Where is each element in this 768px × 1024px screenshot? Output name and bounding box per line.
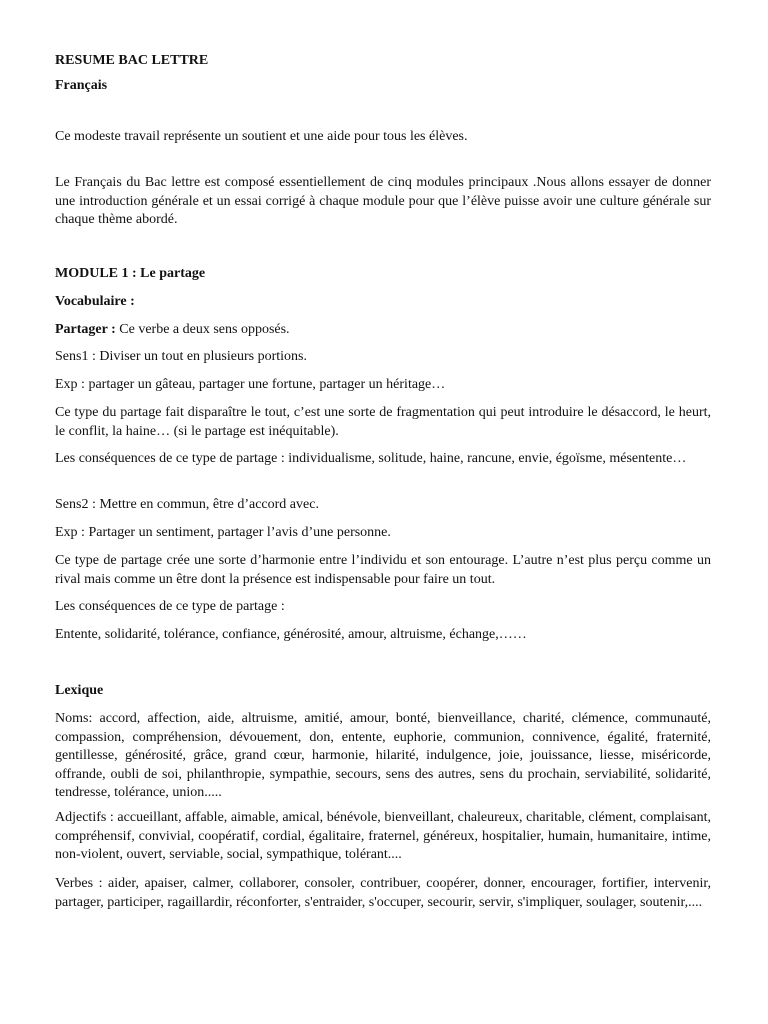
lexique-heading: Lexique xyxy=(55,683,104,698)
partager-definition-text: Ce verbe a deux sens opposés. xyxy=(115,322,290,337)
adjectifs-paragraph: Adjectifs : accueillant, affable, aimable, amical, bénévole, bienveillant, chaleureux, charitable, clément, complaisant, compréhensif, convivial, coopératif, cordial, égalitaire, fraternel, généreux, hospitalier, humain, humanitaire, intime, non-violent, ouvert, serviable, social, sympathique, tolérant.... xyxy=(55,810,711,862)
document-title: RESUME BAC LETTRE xyxy=(55,53,209,68)
type1-paragraph: Ce type du partage fait disparaître le tout, c’est une sorte de fragmentation qui peut introduire le désaccord, le heurt, le conflit, la haine… (si le partage est inéquitable). xyxy=(55,405,711,439)
partager-definition xyxy=(55,321,711,340)
example1-line: Exp : partager un gâteau, partager une fortune, partager un héritage… xyxy=(55,377,446,392)
verbes-paragraph: Verbes : aider, apaiser, calmer, collaborer, consoler, contribuer, coopérer, donner, encourager, fortifier, intervenir, partager, participer, ragaillardir, réconforter, s'entraider, s'occuper, secourir, servir, s'impliquer, soulager, soutenir,.... xyxy=(55,876,711,910)
intro-paragraph-1: Ce modeste travail représente un soutient et une aide pour tous les élèves. xyxy=(55,129,468,144)
partager-term: Partager : xyxy=(55,322,116,337)
consequences2-list: Entente, solidarité, tolérance, confiance, générosité, amour, altruisme, échange,…… xyxy=(55,627,527,642)
consequences2-label: Les conséquences de ce type de partage : xyxy=(55,599,285,614)
noms-paragraph: Noms: accord, affection, aide, altruisme, amitié, amour, bonté, bienveillance, charité, clémence, communauté, compassion, compréhension, dévouement, don, entente, euphorie, communion, connivence, égalité, fraternité, gentillesse, générosité, grâce, grand cœur, harmonie, hilarité, indulgence, joie, jouissance, liesse, miséricorde, offrande, oubli de soi, philanthropie, sympathie, secours, sens des autres, sens du prochain, serviabilité, solidarité, tendresse, tolérance, union..... xyxy=(55,711,711,800)
intro-paragraph-2: Le Français du Bac lettre est composé essentiellement de cinq modules principaux .Nous allons essayer de donner une introduction générale et un essai corrigé à chaque module pour que l’élève puisse avoir une culture générale sur chaque thème abordé. xyxy=(55,175,711,227)
sens2-line: Sens2 : Mettre en commun, être d’accord avec. xyxy=(55,497,319,512)
subject-heading: Français xyxy=(55,78,108,93)
sens1-line: Sens1 : Diviser un tout en plusieurs portions. xyxy=(55,349,307,364)
consequences1-paragraph: Les conséquences de ce type de partage : individualisme, solitude, haine, rancune, envie, égoïsme, mésentente… xyxy=(55,451,687,466)
vocabulary-heading: Vocabulaire : xyxy=(55,294,135,309)
module-heading: MODULE 1 : Le partage xyxy=(55,266,206,281)
example2-line: Exp : Partager un sentiment, partager l’avis d’une personne. xyxy=(55,525,391,540)
type2-paragraph: Ce type de partage crée une sorte d’harmonie entre l’individu et son entourage. L’autre n’est plus perçu comme un rival mais comme un être dont la présence est indispensable pour faire un tout. xyxy=(55,553,711,587)
